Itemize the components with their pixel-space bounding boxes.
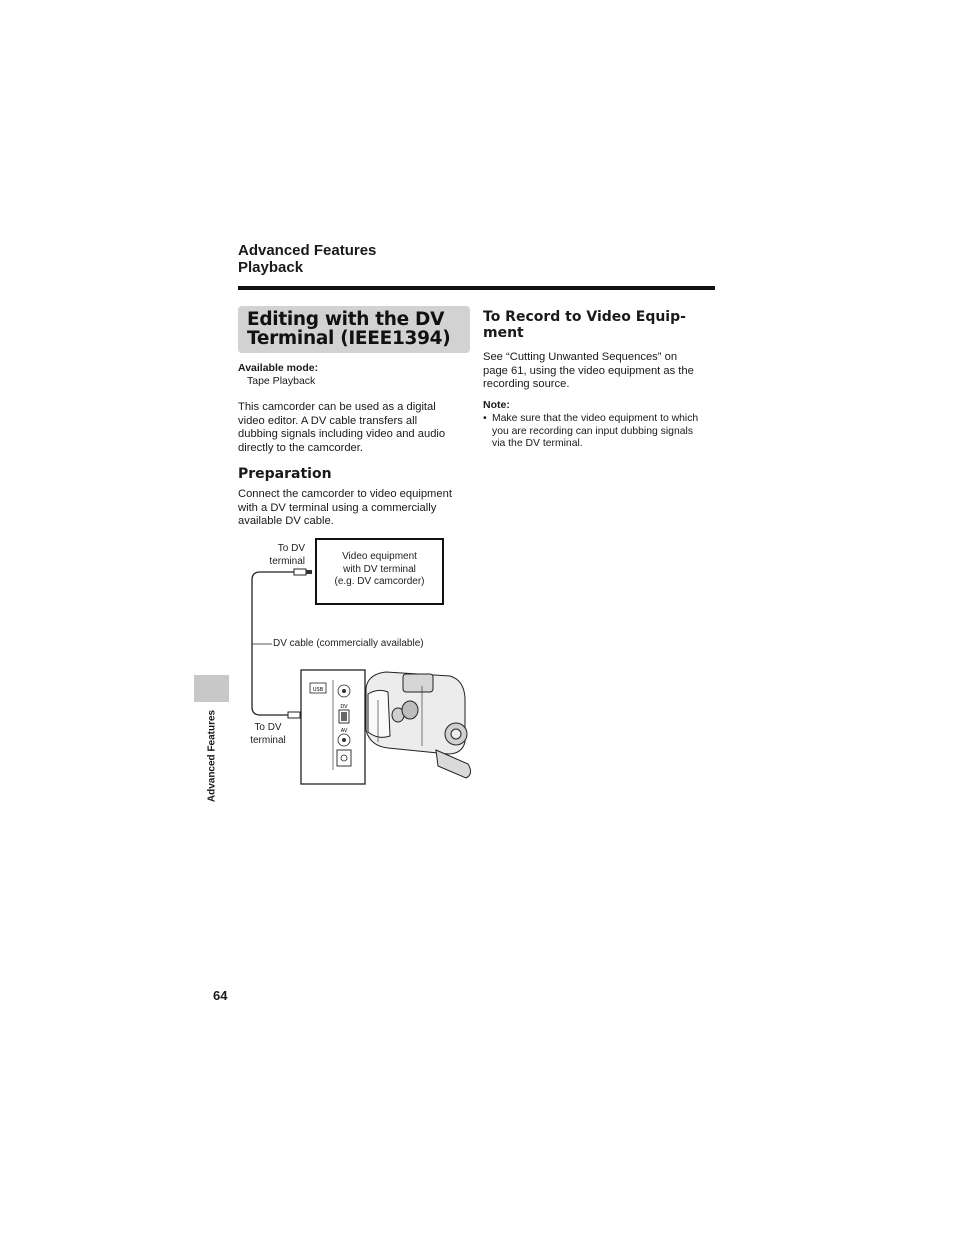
intro-paragraph [238,401,473,455]
note-line: via the DV terminal. [492,438,583,449]
camcorder-terminal-panel [301,670,365,784]
preparation-line: with a DV terminal using a commercially [238,501,437,514]
intro-line: This camcorder can be used as a digital [238,401,436,413]
subsection-title: Playback [238,259,304,276]
dv-port-label: DV [340,704,348,710]
dv-cable-label: DV cable (commercially available) [273,638,424,649]
dv-connection-diagram [238,560,478,790]
page-number: 64 [213,988,228,1003]
section-title: Advanced Features [238,242,377,259]
page-title-line-1: Editing with the DV [247,309,445,330]
equipment-line: with DV terminal [343,563,416,575]
to-dv-bottom-line: To DV [254,722,282,733]
record-line: recording source. [483,378,570,390]
camcorder-icon [366,672,471,778]
intro-line: directly to the camcorder. [238,441,363,454]
header-rule [238,286,715,290]
equipment-line: (e.g. DV camcorder) [334,576,425,587]
preparation-line: Connect the camcorder to video equipment [238,488,452,500]
available-mode-label: Available mode: [238,362,319,374]
intro-line: video editor. A DV cable transfers all [238,414,418,427]
section-tab-marker [194,675,229,702]
dv-plug-top-icon [294,569,312,575]
record-heading [483,309,686,341]
preparation-paragraph [238,488,473,529]
equipment-line: Video equipment [342,551,417,562]
dv-cable [252,572,294,715]
record-paragraph [483,351,715,392]
preparation-line: available DV cable. [238,515,334,527]
to-dv-top-line: To DV [277,543,305,554]
to-dv-bottom-line: terminal [250,734,286,746]
note-bullet: • [483,413,487,424]
preparation-heading: Preparation [238,466,332,482]
usb-port-label: USB [312,687,324,693]
available-mode-value: Tape Playback [247,375,316,387]
record-line: See “Cutting Unwanted Sequences” on [483,351,678,363]
note-line: Make sure that the video equipment to which [492,413,699,424]
av-port-label: AV [340,728,348,734]
side-tab-label: Advanced Features [206,709,218,803]
note-text [492,413,717,451]
page-title-line-2: Terminal (IEEE1394) [247,328,451,349]
to-dv-top-line: terminal [269,555,305,567]
record-heading-line: ment [483,325,524,341]
note-line: you are recording can input dubbing signals [492,425,694,437]
record-line: page 61, using the video equipment as the [483,364,694,377]
page-title [238,306,470,353]
note-label: Note: [483,399,510,411]
intro-line: dubbing signals including video and audio [238,428,446,440]
record-heading-line: To Record to Video Equip- [483,309,686,325]
